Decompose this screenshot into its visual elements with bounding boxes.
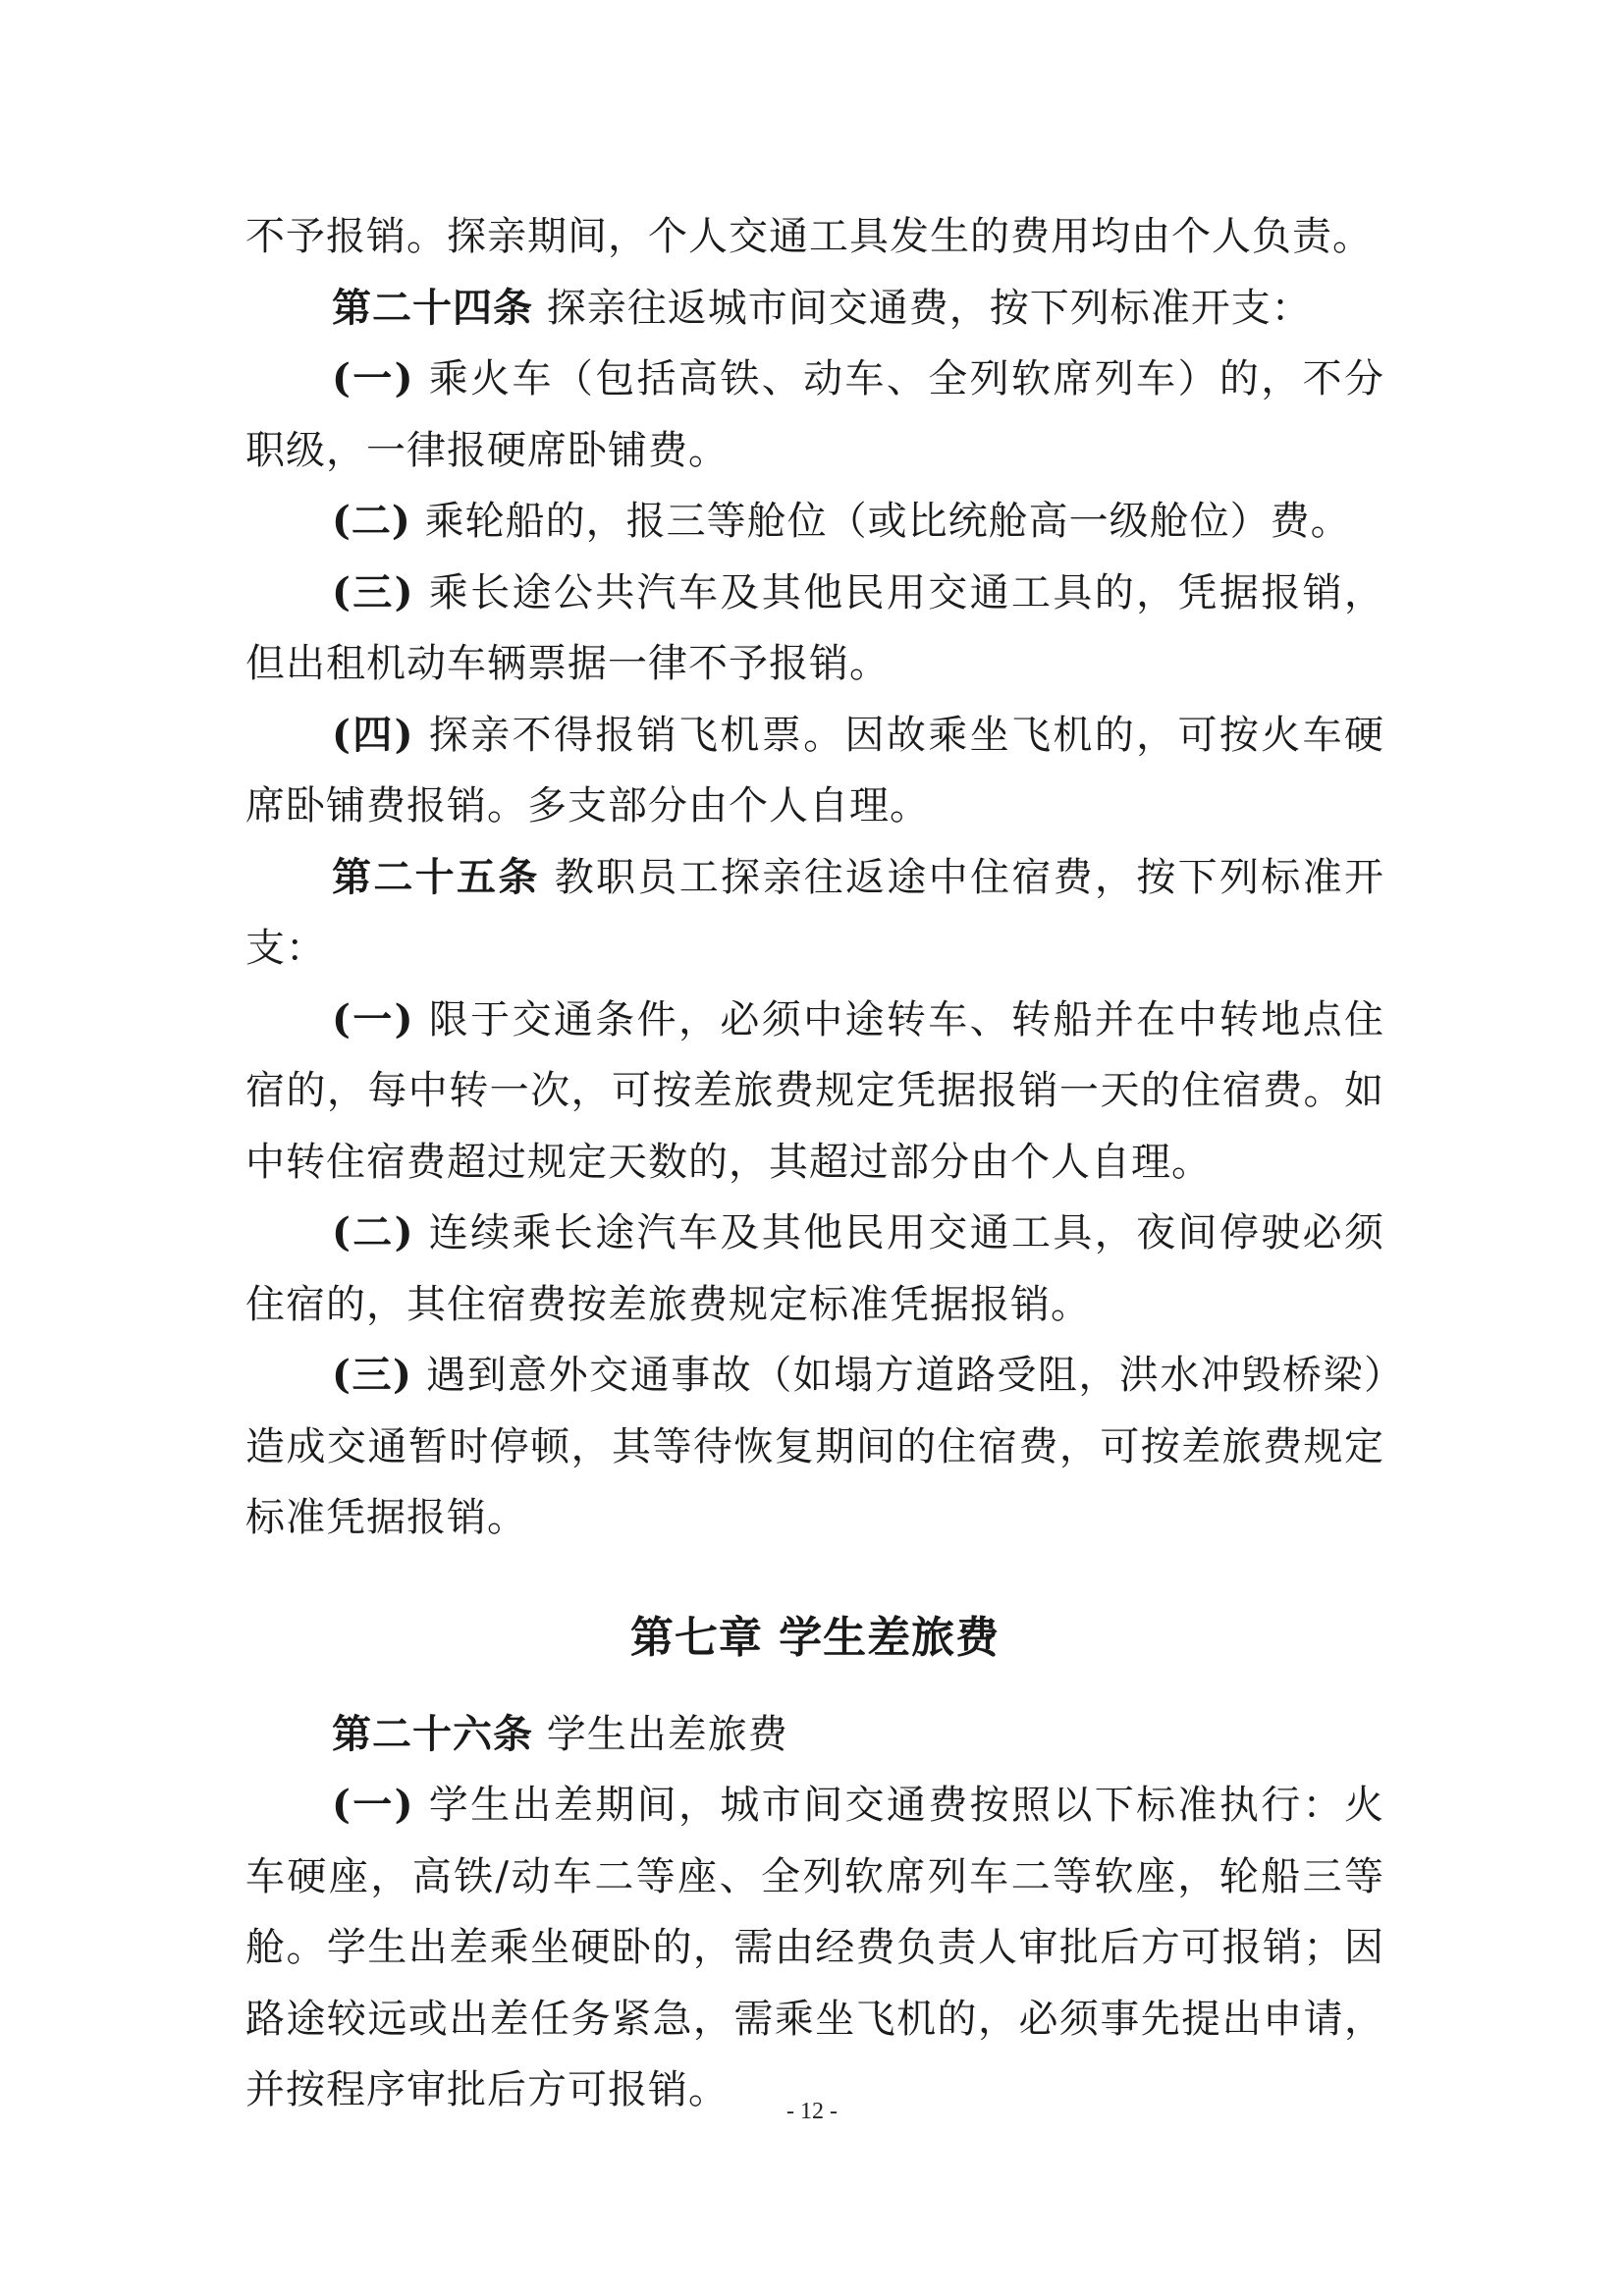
paragraph <box>245 201 1384 273</box>
clause-number: (一) <box>332 995 414 1042</box>
paragraph-text: 学生出差旅费 <box>533 1711 788 1757</box>
clause-number: (一) <box>332 355 414 401</box>
clause <box>245 1340 1384 1554</box>
paragraph-text: 乘轮船的，报三等舱位（或比统舱高一级舱位）费。 <box>410 499 1351 544</box>
page-number: - 12 - <box>786 2099 838 2124</box>
clause <box>245 558 1384 700</box>
paragraph-text: 探亲往返城市间交通费，按下列标准开支： <box>533 285 1312 331</box>
article-title: 第二十六条 <box>332 1710 533 1757</box>
paragraph-text: 限于交通条件，必须中途转车、转船并在中转地点住宿的，每中转一次，可按差旅费规定凭据报销一天的住宿费。如中转住宿费超过规定天数的，其超过部分由个人自理。 <box>245 996 1384 1185</box>
clause <box>245 1770 1384 2126</box>
article-25 <box>245 842 1384 985</box>
paragraph-text: 乘火车（包括高铁、动车、全列软席列车）的，不分职级，一律报硬席卧铺费。 <box>245 356 1384 473</box>
clause <box>245 486 1384 558</box>
paragraph-text: 连续乘长途汽车及其他民用交通工具，夜间停驶必须住宿的，其住宿费按差旅费规定标准凭据报销。 <box>245 1210 1384 1327</box>
document-body <box>245 201 1384 2126</box>
paragraph-text: 不予报销。探亲期间，个人交通工具发生的费用均由个人负责。 <box>245 214 1373 259</box>
clause-number: (三) <box>332 1352 412 1398</box>
paragraph-text: 学生出差期间，城市间交通费按照以下标准执行：火车硬座，高铁/动车二等座、全列软席列车二等软座，轮船三等舱。学生出差乘坐硬卧的，需由经费负责人审批后方可报销；因路途较远或出差任务紧急，需乘坐飞机的，必须事先提出申请，并按程序审批后方可报销。 <box>245 1783 1384 2112</box>
clause <box>245 700 1384 842</box>
paragraph-text: 教职员工探亲往返途中住宿费，按下列标准开支： <box>245 854 1384 971</box>
paragraph-text: 探亲不得报销飞机票。因故乘坐飞机的，可按火车硬席卧铺费报销。多支部分由个人自理。 <box>245 712 1384 828</box>
clause-number: (三) <box>332 568 414 615</box>
paragraph-text: 乘长途公共汽车及其他民用交通工具的，凭据报销，但出租机动车辆票据一律不予报销。 <box>245 569 1384 686</box>
clause-number: (一) <box>332 1782 414 1828</box>
article-24 <box>245 273 1384 345</box>
article-title: 第二十四条 <box>332 284 533 331</box>
clause <box>245 985 1384 1199</box>
chapter-heading: 第七章 学生差旅费 <box>629 1612 1001 1663</box>
clause-number: (二) <box>332 498 411 544</box>
clause-number: (四) <box>332 711 414 758</box>
clause <box>245 344 1384 486</box>
article-title: 第二十五条 <box>332 853 540 900</box>
clause-number: (二) <box>332 1209 414 1255</box>
clause <box>245 1198 1384 1340</box>
paragraph-text: 遇到意外交通事故（如塌方道路受阻，洪水冲毁桥梁）造成交通暂时停顿，其等待恢复期间的住宿费，可按差旅费规定标准凭据报销。 <box>245 1353 1384 1540</box>
article-26 <box>245 1699 1384 1771</box>
